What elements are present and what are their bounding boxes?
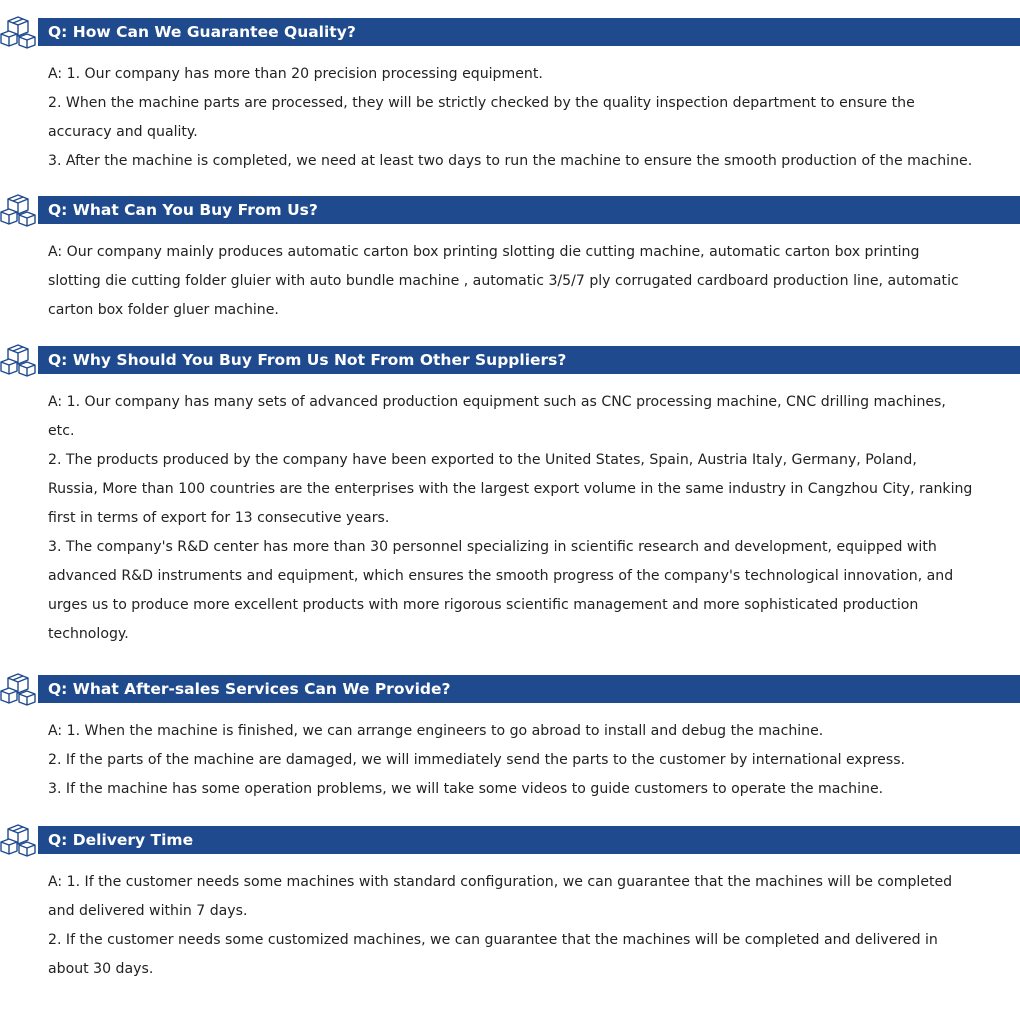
faq-header: [0, 672, 1020, 704]
faq-header: [0, 15, 1020, 47]
faq-answer: [48, 60, 996, 176]
answer-line: technology.: [48, 626, 129, 642]
answer-line: about 30 days.: [48, 961, 154, 977]
boxes-icon: [0, 15, 40, 49]
answer-line: slotting die cutting folder gluier with auto bundle machine , automatic 3/5/7 ply corrugated cardboard production line, automatic: [48, 273, 959, 289]
answer-line: A: 1. If the customer needs some machines with standard configuration, we can guarantee that the machines will be completed: [48, 874, 953, 890]
answer-line: 2. When the machine parts are processed, they will be strictly checked by the quality inspection department to ensure the: [48, 95, 915, 111]
answer-line: 2. If the parts of the machine are damaged, we will immediately send the parts to the customer by international express.: [48, 752, 906, 768]
boxes-icon: [0, 672, 40, 706]
answer-line: first in terms of export for 13 consecutive years.: [48, 510, 390, 526]
answer-line: A: 1. Our company has more than 20 precision processing equipment.: [48, 66, 543, 82]
faq-question: Q: How Can We Guarantee Quality?: [48, 23, 356, 41]
faq-header: [0, 193, 1020, 225]
answer-line: and delivered within 7 days.: [48, 903, 248, 919]
boxes-icon: [0, 343, 40, 377]
answer-line: accuracy and quality.: [48, 124, 198, 140]
faq-answer: [48, 717, 996, 804]
boxes-icon: [0, 193, 40, 227]
answer-line: A: 1. When the machine is finished, we can arrange engineers to go abroad to install and debug the machine.: [48, 723, 824, 739]
answer-line: advanced R&D instruments and equipment, which ensures the smooth progress of the company's technological innovation, and: [48, 568, 954, 584]
faq-question: Q: What After-sales Services Can We Provide?: [48, 680, 451, 698]
answer-line: etc.: [48, 423, 75, 439]
faq-question: Q: Why Should You Buy From Us Not From Other Suppliers?: [48, 351, 567, 369]
answer-line: urges us to produce more excellent products with more rigorous scientific management and more sophisticated production: [48, 597, 919, 613]
answer-line: A: Our company mainly produces automatic carton box printing slotting die cutting machine, automatic carton box printing: [48, 244, 920, 260]
boxes-icon: [0, 823, 40, 857]
answer-line: 3. After the machine is completed, we need at least two days to run the machine to ensure the smooth production of the machine.: [48, 153, 973, 169]
faq-answer: [48, 868, 996, 984]
answer-line: 3. If the machine has some operation problems, we will take some videos to guide customers to operate the machine.: [48, 781, 884, 797]
faq-question: Q: Delivery Time: [48, 831, 194, 849]
faq-answer: [48, 238, 996, 325]
answer-line: 2. If the customer needs some customized machines, we can guarantee that the machines will be completed and delivered in: [48, 932, 938, 948]
answer-line: 3. The company's R&D center has more than 30 personnel specializing in scientific research and development, equipped with: [48, 539, 937, 555]
faq-answer: [48, 388, 996, 649]
faq-header: [0, 823, 1020, 855]
answer-line: carton box folder gluer machine.: [48, 302, 279, 318]
answer-line: Russia, More than 100 countries are the enterprises with the largest export volume in the same industry in Cangzhou City, ranking: [48, 481, 973, 497]
faq-header: [0, 343, 1020, 375]
answer-line: 2. The products produced by the company have been exported to the United States, Spain, Austria Italy, Germany, Poland,: [48, 452, 917, 468]
faq-question: Q: What Can You Buy From Us?: [48, 201, 318, 219]
answer-line: A: 1. Our company has many sets of advanced production equipment such as CNC processing machine, CNC drilling machines,: [48, 394, 946, 410]
